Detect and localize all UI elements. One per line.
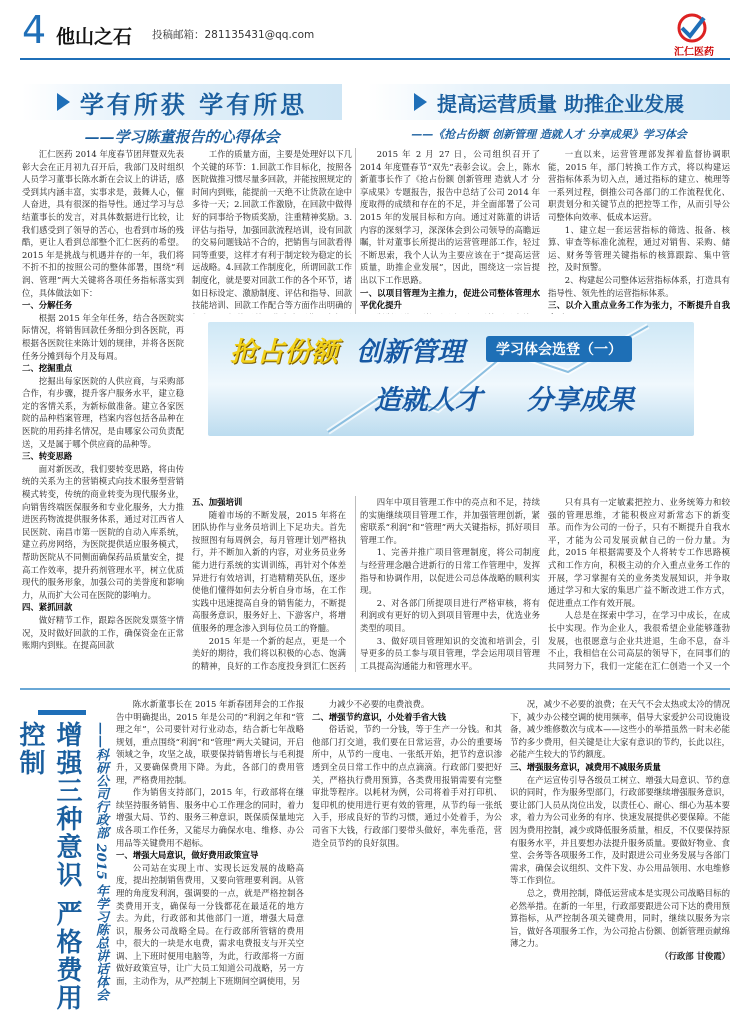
arrow-icon	[57, 93, 70, 111]
left-article-title: 学有所获 学有所思	[79, 90, 308, 119]
right-article-col3	[360, 496, 540, 672]
paragraph: 作为销售支持部门，2015 年，行政部将在继续坚持服务销售、服务中心工作理念的同时，着力增强大局、节约、服务三种意识，既保质保量地完成各项工作任务，又能尽力确保水电、维修、办公用品等关键费用不超标。	[116, 787, 304, 848]
paragraph	[360, 312, 540, 314]
company-logo	[664, 10, 720, 58]
banner-tag: 学习体会选登（一）	[486, 336, 632, 362]
section-heading: 一、分解任务	[22, 300, 73, 311]
section-heading: 一、增强大局意识，做好费用政策宣导	[116, 850, 259, 861]
right-article-col4	[548, 496, 730, 672]
paragraph: 人总是在探索中学习，在学习中成长，在成长中实现。作为企业人，我很希望企业能够蓬勃发展，也很愿意与企业共进退，生命不息，奋斗不止，我相信在公司高层的领导下，在同事们的共同努力下，我们一定能在汇仁创造一个又一个	[548, 610, 730, 671]
section-title: 他山之石	[56, 26, 133, 48]
left-article-col2	[192, 148, 352, 314]
header-rule	[20, 58, 730, 60]
paragraph: 2、对各部门所提项目进行严格审核，将有利润或有更好的切入到项目管理中去，优选业务类型的项目。	[360, 597, 540, 633]
left-article-col1	[22, 148, 184, 672]
paragraph: 随着市场的不断发展，2015 年将在团队协作与业务员培训上下足功夫。首先按照图有每周例会，每月管理计划严格执行，并不断加入新的内容，对业务员业务能力进行系统的实训训练，再针对个体差异进行有效培训，打造精精英队伍，逐步使他们懂得如何去分析自身市场，在工作实践中迅速提高自身的销售能力，不断提高服务意识，服务好上、下游客户，将增值服务的理念渗入到每位员工的脊髓。	[192, 509, 346, 633]
paragraph: 工作的质量方面，主要是处理好以下几个关键的环节：1.回款工作目标化，按照各医院做推习惯尽量多回款，并能按照规定的时间内到账，能提前一天绝不让货款在途中多待一天；2.回款工作激励，在回款中做得好的同事给予物质奖励，注重精神奖励。3.评估与指导，加强回款流程培训，设有回款的交易问题钱站不合的，把销售与回款看得同等重要，这样才有利于制定较为稳定的长远战略。4.回款工作制度化，所谓回款工作制度化，就是要对回款工作的各个环节，诸如日标设定、激励制度、评估和指导、回款技能培训、回款工作配合等方面作出明确的	[192, 149, 352, 311]
left-article-title-box	[22, 84, 342, 120]
paragraph: 陈水新董事长在 2015 年新春团拜会的工作报告中明确提出，2015 年是公司的“利润之年和“管理之年”，公司要针对行业动态，结合新七年战略规划，重点围绕“利润”和“管理”两大关键词，开启领域之争，攻坚之战，联要保持销售增长与毛利提升，又要确保费用下降。为此，各部门的费用管理，严格费用控制。	[116, 699, 304, 785]
left-article-subtitle: ——学习陈董报告的心得体会	[84, 128, 280, 146]
paragraph: 3、做好项目管理知识的交流和培训会，引导更多的员工参与项目管理，学会运用项目管理工具提高沟通能力和管理水平。	[360, 635, 540, 671]
bottom-article-col2	[312, 698, 502, 1024]
paragraph: 面对新医改，我们要转变思路，将由传统的关系为主的营销模式向技术服务型营销模式转变，传统的商业转变为现代服务业，向销售终端医保服务和专业化服务，大力推进医药物流提供服务体系，通过对江西省人民医院、南昌市第一医院的自动入库系统，建立药房网络，为医院提供适应服务模式，帮助医院从不同侧面确保药品质量安全，提高工作效率，提升药剂管理水平，树立优质现代的服务形象，加强公司的美誉度和影响力，从而扩大公司在医院的影响力。	[22, 463, 184, 600]
page-number: 4	[22, 8, 47, 52]
right-article-col1	[360, 148, 540, 314]
paragraph: 俗话说，节约一分钱，等于生产一分钱。和其他部门打交道，我们要在日常运营，办公的重要场所中，从节约一度电、一张纸开始，把节约意识渗透到全员日常工作中的点点滴滴。行政部门要把好关，严格执行费用预算，各类费用报销需要有完整审批等程序。以耗材为例，公司将着手对打印机、复印机的使用进行更有效的管理，从节约每一张纸入手，形成良好的节约习惯，通过小处着手，为公司省下大钱，行政部门要带头做好，率先垂范，营造全员节约的良好氛围。	[312, 724, 502, 848]
bottom-article-col1	[116, 698, 304, 1024]
section-heading: 三、转变思路	[22, 451, 73, 462]
section-heading: 二、增强节约意识，小处着手省大钱	[312, 711, 446, 722]
right-article-col2	[548, 148, 730, 314]
paragraph: 况，减少不必要的浪费；在天气不会太热或太冷的情况下，减少办公楼空调的使用频率，倡导大家爱护公司设施设备，减少维修数次与成本——这些小的举措虽然一时未必能节约多少费用，但关键是让大家有意识的节约，长此以往，必能产生较大的节约额度。	[510, 699, 730, 760]
right-article-title: 提高运营质量 助推企业发展	[437, 91, 684, 116]
logo-text: 汇仁医药	[674, 47, 714, 58]
section-divider	[20, 688, 730, 690]
paragraph: 根据 2015 年全年任务，结合各医院实际情况，将销售回款任务细分到各医院，再根据各医院往来陈计划的规律，并将各医院任务分摊到每个月及每周。	[22, 312, 184, 361]
section-heading: 二、挖掘重点	[22, 363, 73, 374]
section-heading: 一、以项目管理为主推力，促进公司整体管理水平优化提升	[360, 287, 540, 311]
paragraph: 四年中项目管理工作中的亮点和不足，持续的实施继续项目管理工作，并加强管理创新，紧密联系“利润”和“管理”两大关键指标，抓好项目管理工作。	[360, 497, 540, 545]
paragraph: 1、建立起一套运营指标的筛选、报备、核算、审查等标准化流程，通过对销售、采购、储运、财务等管理关键指标的核算跟踪、集中管控，及时预警。	[548, 224, 730, 273]
banner-slogan-4: 分享成果	[526, 385, 634, 416]
paragraph: 2015 年 2 月 27 日，公司组织召开了 2014 年度暨春节“双先”表彰会议。会上，陈水新董事长作了《抢占份额 创新管理 造就人才 分享成果》专题报告，报告中总结了公司 2014 年度取得的成绩和存在的不足，并全面部署了公司 2015 年的发展目标和方向。通过对陈董的讲话内容的深刻学习，深深体会到公司领导的高瞻远瞩，针对董事长所提出的运营管理部工作，轻过不断思索，我个人认为主要应该在于“提高运营质量，助推企业发展”，因此，围绕这一宗旨提出以下工作思路。	[360, 149, 540, 285]
paragraph: 力减少不必要的电费浪费。	[328, 699, 430, 709]
study-banner	[208, 322, 694, 436]
right-article-subtitle: ——《抢占份额 创新管理 造就人才 分享成果》学习体会	[411, 128, 687, 141]
column-rule	[355, 148, 356, 314]
bottom-article-col3	[510, 698, 730, 1024]
paragraph: 1、完善并推广项目管理制度，将公司制度与经营理念融合进新行的日常工作管理中，发挥指导和协调作用，以促进公司总体战略的顺利实现。	[360, 547, 540, 596]
bottom-article-subtitle: ——科研公司行政部 2015 年学习陈总讲话体会	[93, 722, 108, 1002]
arrow-icon	[414, 93, 427, 111]
banner-slogan-2: 创新管理	[356, 337, 464, 368]
bottom-article-title: 增强三种意识 严格费用控制	[38, 710, 86, 1015]
left-article-col3	[192, 496, 346, 672]
paragraph: 公司站在实现上市、实现长远发展的战略高度，提出控制销售费用，又要向管理要利润。从管理的角度发利润，强调要的一点，就是严格控制各类费用开支，确保每一分钱都花在最适花的地方去。为此，行政部和其他部门一道，增强大局意识，服务公司战略全局。在行政部所管辖的费用中，很大的一块是水电费，需求电费报支与开关空调、上下班时便用电脑等，为此，行政部将一方面做好政策宣导，让广大员工知道公司战略，另一方面，主动作为，从严控制上下班期间空调使用，另	[116, 862, 304, 987]
section-heading: 三、以介入重点业务工作为张力，不断提升自我	[548, 300, 730, 311]
paragraph: 总之，费用控制，降低运营成本是实现公司战略目标的必然举措。在新的一年里，行政部要跟进公司下达的费用预算指标，从严控制各项关键费用，同时，继续以服务为宗旨，做好各项服务工作，为公司抢占份额、创新管理贡献绵薄之力。	[510, 887, 730, 949]
paragraph: 2、构建起公司整体运营指标体系，打造具有指导性、领先性的运营指标体系。	[548, 274, 730, 298]
submission-email: 投稿邮箱：281135431@qq.com	[152, 29, 315, 41]
banner-slogan-3: 造就人才	[374, 385, 482, 416]
paragraph: 一直以来，运营管理部发挥着监督协调职能，2015 年，部门转换工作方式，将以构建运营指标体系为切入点，通过指标的建立、梳理等一系列过程，倒推公司各部门的工作流程优化、职责划分和关键节点的把控等工作，从而引导公司整体向效率、低成本运营。	[548, 149, 730, 222]
paragraph: 做好精节工作，跟踪各医院发票签字情况，及时做好回款的工作，确保资金在正常账期内到账。在提高回款	[22, 614, 184, 651]
section-heading: 五、加强培训	[192, 497, 243, 507]
paragraph: 只有具有一定敏素把控力、业务统筹力和较强的管理思维，才能积极应对新常态下的新变革。而作为公司的一份子，只有不断提升自我水平，才能为公司发展贡献自己的一份力量。为此，2015 年根据需要及个人将转专工作思路模式和工作方向，积极主动的介入重点业务工作的开展，学习掌握有关的业务类发展知识，并争取通过学习和大家的集思广益不断改进工作方式，促进重点工作有效开展。	[548, 497, 730, 608]
paragraph: 汇仁医药 2014 年度春节团拜暨双先表彰大会在正月初九召开后，我部门及时组织人员学习董事长陈水新在会议上的讲话，感受到其内涵丰富，实事求是，鼓舞人心，催人奋进，具有很深的指导性。通过学习与总结董事长的发言，对具体数据进行比较，让我们感受到了领导的苦心，也看到市场的残酷，更让人看到总部整个汇仁医药的希望。2015 年是挑战与机遇并存的一年，我们将不折不扣的按照公司的整体部署，围绕“利润、管理”两大关键将各项任务指标落实到位，具体做法如下：	[22, 149, 184, 298]
author-signature: （行政部 甘俊霞）	[660, 950, 730, 961]
paragraph: 2015 年是一个新的起点，更是一个美好的期待，我们将以积极的心态、饱满的精神，良好的工作态度投身到汇仁医药	[192, 635, 346, 671]
banner-slogan-1: 抢占份额	[230, 337, 338, 368]
section-heading: 三、增强服务意识，减费用不减服务质量	[510, 761, 661, 772]
paragraph: 在产运宣传引导各级员工树立、增强大局意识、节约意识的同时，作为服务型部门，行政部要继续增强服务意识，要让部门人员从岗位出发，以责任心、耐心、细心为基本要求，着力为公司业务的有序、快速发展提供必要保障。不能因为费用控制，减少或降低服务质量，相反，不仅要保持原有服务水平，并且要想办法提升服务质量。要做好物业、食堂、会务等各项服务工作，及时跟进公司业务发展与各部门需求，确保会议组织、文件下发、办公用品领用、水电维修等工作到位。	[510, 774, 730, 886]
section-heading: 四、紧抓回款	[22, 602, 73, 613]
right-article-title-box	[368, 84, 730, 120]
column-rule	[355, 496, 356, 672]
paragraph: 挖掘出每家医院的人供应商，与采购部合作，有步骤，提升客户服务水平，建立稳定的客情关系，为新标做准备。建立各家医院的品种档案管理，档案内容包括各品种在医院的用药排名情况，是由哪家公司负责配送，又是属于哪个供应商的品种等。	[22, 375, 184, 449]
